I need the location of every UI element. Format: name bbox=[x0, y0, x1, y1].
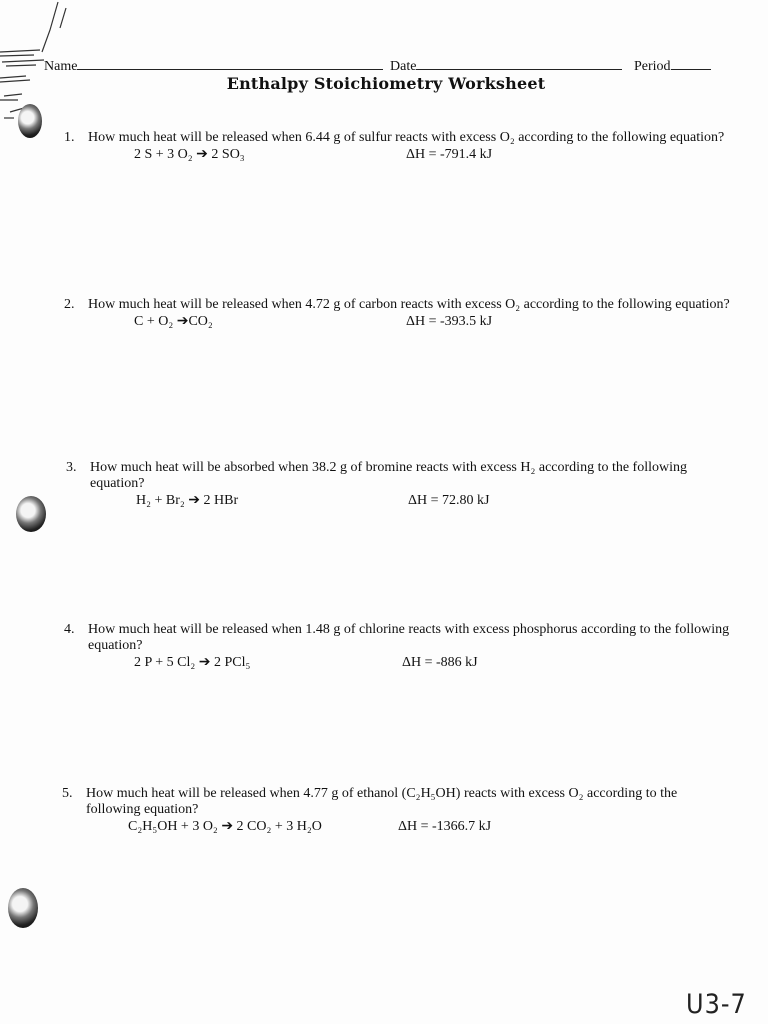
period-line bbox=[671, 57, 711, 70]
enthalpy-value: ΔH = -791.4 kJ bbox=[406, 147, 493, 162]
question-4 bbox=[64, 622, 734, 671]
date-field bbox=[390, 57, 622, 75]
enthalpy-value: ΔH = -1366.7 kJ bbox=[398, 819, 492, 834]
enthalpy-value: ΔH = -393.5 kJ bbox=[406, 314, 493, 329]
question-1 bbox=[64, 130, 734, 163]
question-text: How much heat will be absorbed when 38.2 g of bromine reacts with excess H₂ according to the following equation? bbox=[90, 460, 688, 491]
period-label: Period bbox=[634, 59, 671, 74]
period-field bbox=[634, 57, 711, 75]
question-3 bbox=[66, 460, 736, 509]
punch-hole bbox=[16, 496, 46, 532]
question-text: How much heat will be released when 4.72 g of carbon reacts with excess O₂ according to the following equation? bbox=[88, 297, 730, 312]
page-title: Enthalpy Stoichiometry Worksheet bbox=[226, 74, 546, 93]
chemical-equation: C₂H₅OH + 3 O₂ ➔ 2 CO₂ + 3 H₂O bbox=[128, 819, 322, 834]
enthalpy-value: ΔH = 72.80 kJ bbox=[408, 493, 490, 508]
question-2 bbox=[64, 297, 734, 330]
date-label: Date bbox=[390, 59, 417, 74]
handwritten-note: U3-7 bbox=[686, 988, 747, 1020]
question-number: 4. bbox=[64, 622, 75, 637]
chemical-equation: C + O₂ ➔CO₂ bbox=[134, 314, 213, 329]
punch-hole bbox=[18, 104, 42, 138]
chemical-equation: 2 P + 5 Cl₂ ➔ 2 PCl₅ bbox=[134, 655, 251, 670]
equation-row bbox=[64, 147, 734, 163]
equation-row bbox=[66, 493, 736, 509]
name-label: Name bbox=[44, 59, 78, 74]
equation-row bbox=[64, 655, 734, 671]
enthalpy-value: ΔH = -886 kJ bbox=[402, 655, 478, 670]
punch-hole bbox=[8, 888, 38, 928]
question-number: 3. bbox=[66, 460, 77, 475]
question-number: 1. bbox=[64, 130, 75, 145]
equation-row bbox=[62, 819, 732, 835]
date-line bbox=[416, 57, 622, 70]
chemical-equation: 2 S + 3 O₂ ➔ 2 SO₃ bbox=[134, 147, 245, 162]
question-text: How much heat will be released when 6.44 g of sulfur reacts with excess O₂ according to the following equation? bbox=[88, 130, 725, 145]
question-number: 5. bbox=[62, 786, 73, 801]
question-number: 2. bbox=[64, 297, 75, 312]
question-text: How much heat will be released when 4.77 g of ethanol (C₂H₅OH) reacts with excess O₂ according to the following equation? bbox=[86, 786, 678, 817]
question-text: How much heat will be released when 1.48 g of chlorine reacts with excess phosphorus according to the following equation? bbox=[88, 622, 730, 653]
equation-row bbox=[64, 314, 734, 330]
name-line bbox=[77, 57, 383, 70]
name-field bbox=[44, 57, 383, 75]
chemical-equation: H₂ + Br₂ ➔ 2 HBr bbox=[136, 493, 239, 508]
question-5 bbox=[62, 786, 732, 835]
